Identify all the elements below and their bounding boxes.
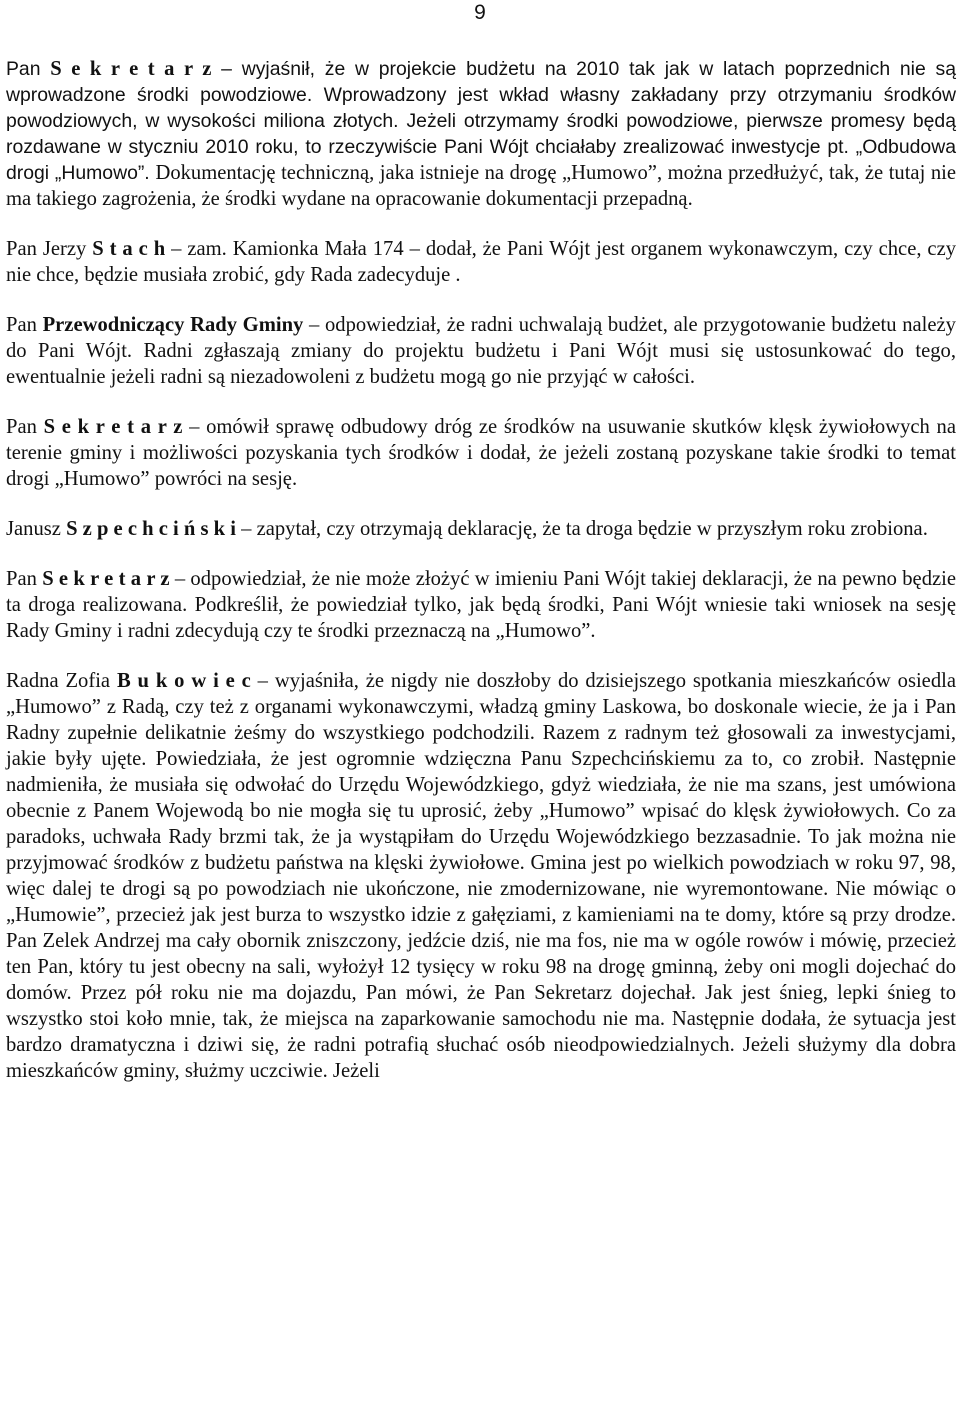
paragraph-text: – wyjaśnił, że w projekcie budżetu na 2010 tak jak w latach poprzednich nie są wprowadzone środki powodziowe. Wprowadzony jest wkład własny zakładany przy otrzymaniu środków powodziowych, w wysokości miliona złotych. bbox=[6, 58, 957, 132]
paragraph-szpechcinski bbox=[6, 516, 956, 542]
paragraph-stach bbox=[6, 236, 956, 288]
paragraph-sekretarz-1 bbox=[6, 56, 956, 212]
paragraph-text: – odpowiedział, że radni uchwalają budżet, ale przygotowanie budżetu należy do Pani Wójt. Radni zgłaszają zmiany do projektu budżetu i Pani Wójt musi się ustosunkować do tego, ewentualnie jeżeli radni są niezadowoleni z budżetu mogą go nie przyjąć w całości. bbox=[6, 314, 956, 388]
speaker-intro: Radna Zofia bbox=[6, 670, 117, 692]
paragraph-text: – wyjaśniła, że nigdy nie doszłoby do dzisiejszego spotkania mieszkańców osiedla „Humowo” z Radą, czy też z organami wykonawczymi, władzą gminy Laskowa, bo doskonale wiecie, że ja i Pan Radny zupełnie delikatnie żeśmy do wszystkiego podchodzili. Razem z radnym też głosowali za inwestycjami, jakie były ujęte. Powiedziała, że jest ogromnie wdzięczna Panu Szpechcińskiemu za to, co zrobił. Następnie nadmieniła, że musiała się odwołać do Urzędu Wojewódzkiego, gdyż wiedziała, że nie ma szans, jest umówiona obecnie z Panem Wojewodą bo nie mogła się tu uprosić, żeby „Humowo” wpisać do klęsk żywiołowych. Co za paradoks, uchwała Rady brzmi tak, że ja wystąpiłam do Urzędu Wojewódzkiego bezzasadnie. To jak można nie przyjmować środków z budżetu państwa na klęski żywiołowe. Gmina jest po wielkich powodziach w roku 97, 98, więc dalej te drogi są po powodziach nie ukończone, nie zmodernizowane, nie wyremontowane. Nie mówiąc o „Humowie”, przecież jak jest burza to wszystko idzie z gałęziami, z kamieniami na te domy, które są przy drodze. Pan Zelek Andrzej ma cały obornik zniszczony, jedźcie dziś, nie ma fos, nie ma w ogóle rowów i mówię, przecież ten Pan, który tu jest obecny na sali, wyłożył 12 tysięcy w roku 98 na drogę gminną, żeby oni mogli dojechać do domów. Przez pół roku nie ma dojazdu, Pan mówi, że Pan Sekretarz dojechał. Jak jest śnieg, lepki śnieg to wszystko stoi koło mnie, tak, że miejsca na zaparkowanie samochodu nie ma. Następnie dodała, że sytuacja jest bardzo dramatyczna i dziwi się, że radni potrafią słuchać osób nieodpowiedzialnych. Jeżeli służymy dla dobra mieszkańców gminy, służmy uczciwie. Jeżeli bbox=[6, 670, 956, 1082]
document-body bbox=[6, 56, 956, 1084]
speaker-intro: Pan bbox=[6, 568, 43, 590]
speaker-name: S z p e c h c i ń s k i bbox=[66, 518, 236, 540]
paragraph-sekretarz-2 bbox=[6, 414, 956, 492]
paragraph-text: – zam. Kamionka Mała 174 – dodał, że Pani Wójt jest organem wykonawczym, czy chce, czy nie chce, będzie musiała zrobić, gdy Rada zadecyduje . bbox=[6, 238, 957, 286]
speaker-intro: Pan Jerzy bbox=[6, 238, 93, 260]
speaker-name: S e k r e t a r z bbox=[42, 568, 170, 590]
paragraph-text-sans: Jeżeli otrzymamy środki powodziowe, pierwsze promesy będą rozdawane w styczniu 2010 roku, to rzeczywiście Pani Wójt chciałaby zrealizować inwestycje pt. „Odbudowa drogi „Humowo”. bbox=[6, 110, 956, 184]
paragraph-text: – omówił sprawę odbudowy dróg ze środków na usuwanie skutków klęsk żywiołowych na terenie gminy i możliwości pozyskania tych środków i dodał, że jeżeli zostaną pozyskane takie środki to temat drogi „Humowo” powróci na sesję. bbox=[6, 416, 956, 490]
paragraph-gap bbox=[6, 542, 956, 566]
speaker-name: S e k r e t a r z bbox=[43, 416, 183, 438]
paragraph-przewodniczacy bbox=[6, 312, 956, 390]
speaker-intro: Pan bbox=[6, 314, 43, 336]
speaker-intro: Pan bbox=[6, 58, 51, 80]
paragraph-gap bbox=[6, 492, 956, 516]
page-number: 9 bbox=[474, 1, 486, 24]
paragraph-gap bbox=[6, 212, 956, 236]
paragraph-text: – zapytał, czy otrzymają deklarację, że ta droga będzie w przyszłym roku zrobiona. bbox=[235, 518, 928, 540]
paragraph-gap bbox=[6, 390, 956, 414]
paragraph-gap bbox=[6, 644, 956, 668]
speaker-name: B u k o w i e c bbox=[116, 670, 251, 692]
speaker-intro: Janusz bbox=[6, 518, 67, 540]
paragraph-sekretarz-3 bbox=[6, 566, 956, 644]
paragraph-text: – odpowiedział, że nie może złożyć w imieniu Pani Wójt takiej deklaracji, że na pewno będzie ta droga realizowana. Podkreślił, że powiedział tylko, jak będą środki, Pani Wójt wniesie taki wniosek na sesję Rady Gminy i radni zdecydują czy te środki przeznaczą na „Humowo”. bbox=[6, 568, 956, 642]
paragraph-gap bbox=[6, 288, 956, 312]
paragraph-bukowiec bbox=[6, 668, 956, 1084]
speaker-name: S e k r e t a r z bbox=[50, 58, 212, 80]
paragraph-text-tail: Dokumentację techniczną, jaka istnieje na drogę „Humowo”, można przedłużyć, tak, że tutaj nie ma takiego zagrożenia, że środki wydane na opracowanie dokumentacji przepadną. bbox=[6, 162, 956, 210]
speaker-intro: Pan bbox=[6, 416, 44, 438]
speaker-name: Przewodniczący Rady Gminy bbox=[42, 314, 304, 336]
speaker-name: S t a c h bbox=[92, 238, 166, 260]
